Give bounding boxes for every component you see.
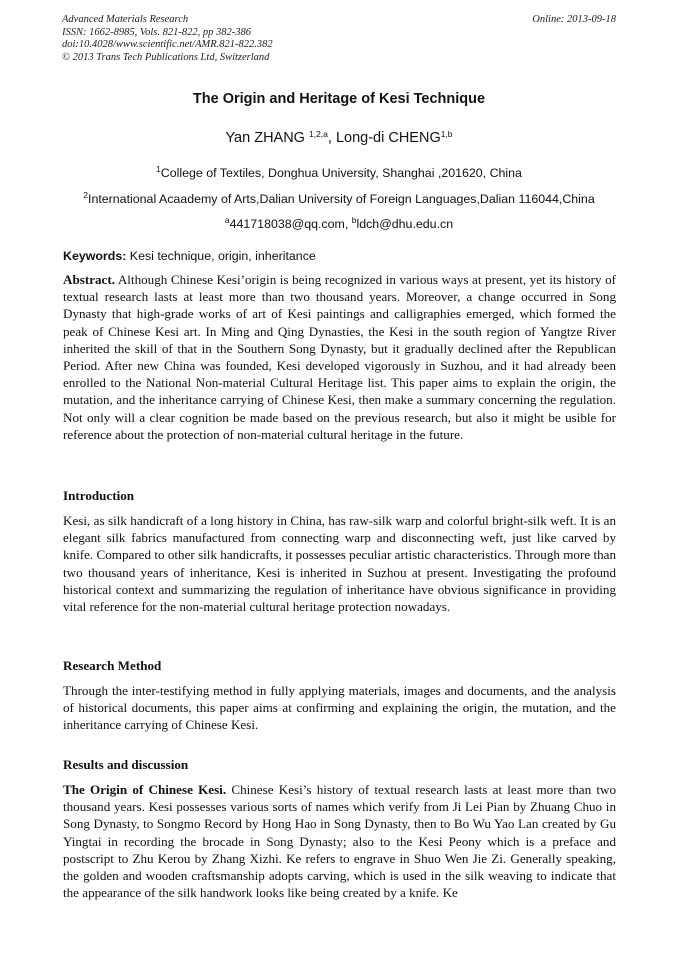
email-b-marker: b <box>351 215 357 225</box>
author-2: Long-di CHENG <box>335 130 441 146</box>
issn-line: ISSN: 1662-8985, Vols. 821-822, pp 382-386 <box>62 26 251 38</box>
keywords-label: Keywords: <box>63 249 127 263</box>
affiliation-1-marker: 1 <box>156 164 161 174</box>
author-list <box>0 130 678 146</box>
journal-header <box>62 14 616 64</box>
affiliation-2-text: International Acaademy of Arts,Dalian University of Foreign Languages,Dalian 116044,China <box>88 192 595 206</box>
introduction-body: Kesi, as silk handicraft of a long history in China, has raw-silk warp and colorful bright-silk weft. It is an elegant silk fabrics manufactured from connecting warp and disconnecting weft, just like carved by knife. Compared to other silk handicrafts, it possesses peculiar artistic characteristics. Through more than two thousand years of inheritance, Kesi is inherited in Suzhou at present. Investigating the profound historical context and summarizing the regulation of inheritance have obvious significance in providing vital reference for the non-material cultural heritage protection nowadays. <box>63 513 616 615</box>
keywords <box>63 249 616 263</box>
abstract-label: Abstract. <box>63 272 115 287</box>
results-subsection-label: The Origin of Chinese Kesi. <box>63 782 227 797</box>
keywords-text: Kesi technique, origin, inheritance <box>126 249 316 263</box>
section-heading-research-method: Research Method <box>63 658 162 673</box>
author-separator: , <box>327 130 336 146</box>
affiliation-1-text: College of Textiles, Donghua University, Shanghai ,201620, China <box>160 166 522 180</box>
affiliation-2 <box>0 192 678 206</box>
email-a: 441718038@qq.com, <box>229 217 352 231</box>
section-heading-results: Results and discussion <box>63 757 189 772</box>
paper-title: The Origin and Heritage of Kesi Technique <box>192 91 486 107</box>
affiliation-1 <box>0 166 678 180</box>
author-2-affiliation: 1,b <box>440 129 453 139</box>
affiliation-2-marker: 2 <box>83 190 88 200</box>
email-b: ldch@dhu.edu.cn <box>356 217 454 231</box>
author-emails <box>0 217 678 231</box>
research-method-body: Through the inter-testifying method in fully applying materials, images and documents, and the analysis of historical documents, this paper aims at confirming and explaining the origin, the mutation, and the inheritance carrying of Chinese Kesi. <box>63 683 616 733</box>
results-body <box>63 781 616 901</box>
online-date: Online: 2013-09-18 <box>532 14 616 25</box>
results-text: Chinese Kesi’s history of textual research lasts at least more than two thousand years. Kesi possesses various sorts of names which verify from Ji Lei Pian by Zhuang Chuo in Song Dynasty, to Songmo Record by Hong Hao in Song Dynasty, then to Bo Wu Yao Lan created by Gu Yingtai in recording the brocade in Song Dynasty; also to the Kesi Peony which is a preface and postscript to Zhu Kerou by Zhang Xizhi. Ke refers to engrave in Shuo Wen Jie Zi. Generally speaking, the golden and wooden craftsmanship adopts carving, which is used in the silk weaving to indicate that the appearance of the silk handwork looks like being created by a knife. Ke <box>63 782 617 901</box>
author-1-affiliation: 1,2,a <box>308 129 328 139</box>
abstract-text: Although Chinese Kesi’origin is being recognized in various ways at present, yet its history of textual research lasts at least more than two thousand years. Moreover, a change occurred in Song Dynasty that high-grade works of art of Kesi paintings and calligraphies emerged, which formed the peak of Chinese Kesi art. In Ming and Qing Dynasties, the Kesi in the south region of Yangtze River inherited the skill of that in the Southern Song Dynasty, but it gradually declined after the Republican Period. After new China was founded, Kesi developed vigorously in Suzhou, and it had already been enrolled to the National Non-material Cultural Heritage list. This paper aims to explain the origin, the mutation, and the inheritance carrying of Chinese Kesi, then make a summary concerning the regulation. Not only will a clear cognition be made based on the previous research, but also it might be usible for reference about the protection of non-material cultural heritage in the future. <box>63 272 616 442</box>
section-heading-introduction: Introduction <box>63 488 135 503</box>
doi-line: doi:10.4028/www.scientific.net/AMR.821-822.382 <box>62 39 273 51</box>
email-a-marker: a <box>224 215 230 225</box>
author-1: Yan ZHANG <box>225 130 309 146</box>
copyright-line: © 2013 Trans Tech Publications Ltd, Switzerland <box>62 51 270 63</box>
journal-name: Advanced Materials Research <box>62 14 189 25</box>
abstract <box>63 271 616 443</box>
